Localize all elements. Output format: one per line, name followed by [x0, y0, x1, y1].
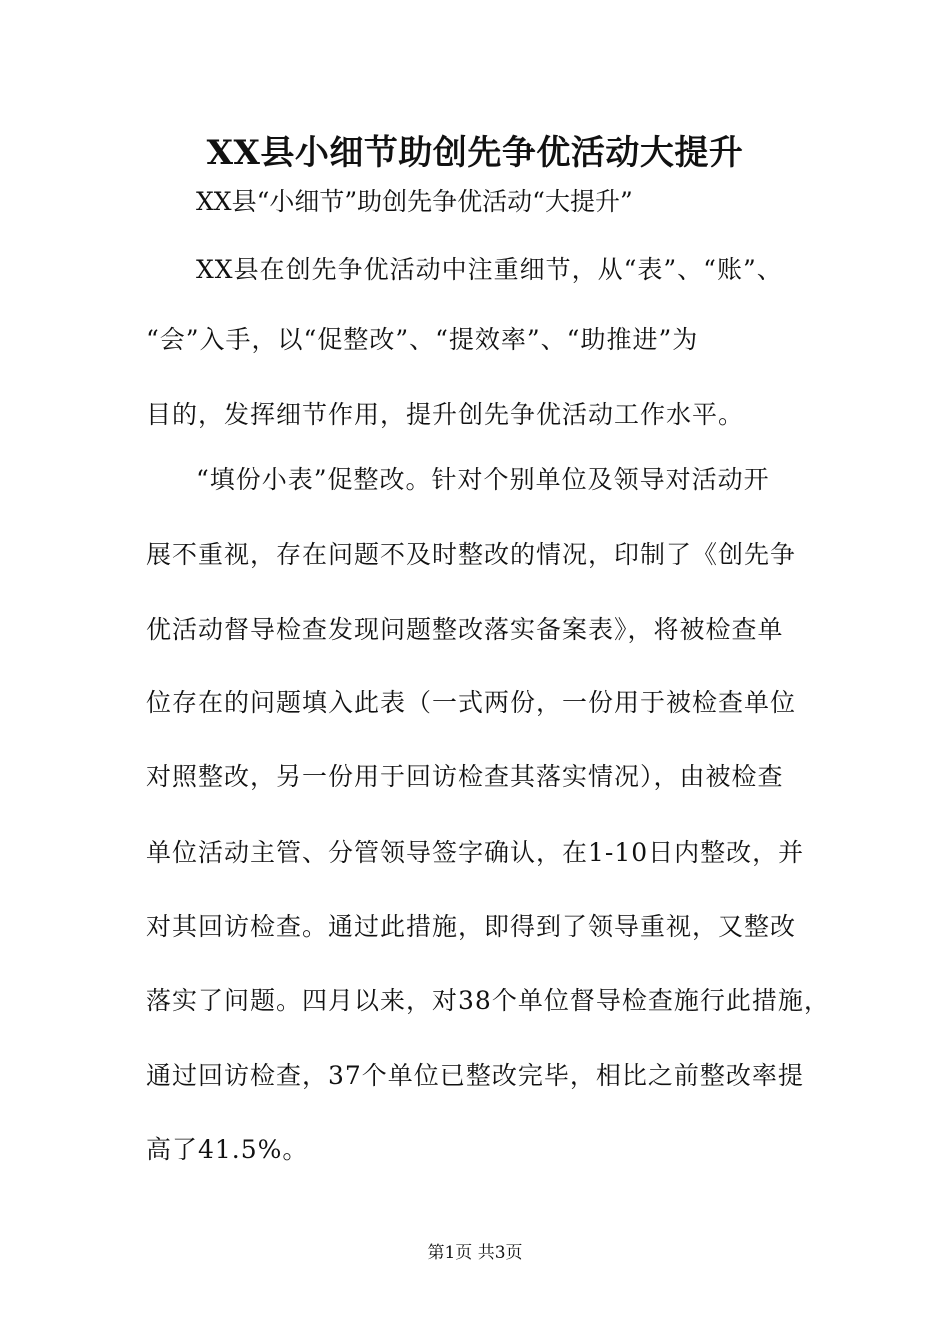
body-line: 优活动督导检查发现问题整改落实备案表》，将被检查单 [146, 615, 784, 644]
body-line: 高了41.5%。 [146, 1135, 309, 1164]
page-footer: 第1页 共3页 [427, 1243, 523, 1263]
body-line: “会”入手，以“促整改”、“提效率”、“助推进”为 [146, 325, 699, 354]
document-subtitle: XX县“小细节”助创先争优活动“大提升” [196, 187, 633, 216]
document-title: XX县小细节助创先争优活动大提升 [206, 133, 744, 173]
body-line: “填份小表”促整改。针对个别单位及领导对活动开 [196, 465, 770, 494]
body-line: 落实了问题。四月以来，对38个单位督导检查施行此措施， [146, 986, 830, 1015]
body-line: 目的，发挥细节作用，提升创先争优活动工作水平。 [146, 400, 745, 429]
body-line: 对照整改，另一份用于回访检查其落实情况），由被检查 [146, 762, 784, 791]
body-line: 对其回访检查。通过此措施，即得到了领导重视，又整改 [146, 912, 797, 941]
body-line: 展不重视，存在问题不及时整改的情况，印制了《创先争 [146, 540, 797, 569]
body-line: XX县在创先争优活动中注重细节，从“表”、“账”、 [196, 255, 783, 284]
body-line: 位存在的问题填入此表（一式两份，一份用于被检查单位 [146, 688, 797, 717]
body-line: 通过回访检查，37个单位已整改完毕，相比之前整改率提 [146, 1061, 804, 1090]
body-line: 单位活动主管、分管领导签字确认，在1-10日内整改，并 [146, 838, 805, 867]
